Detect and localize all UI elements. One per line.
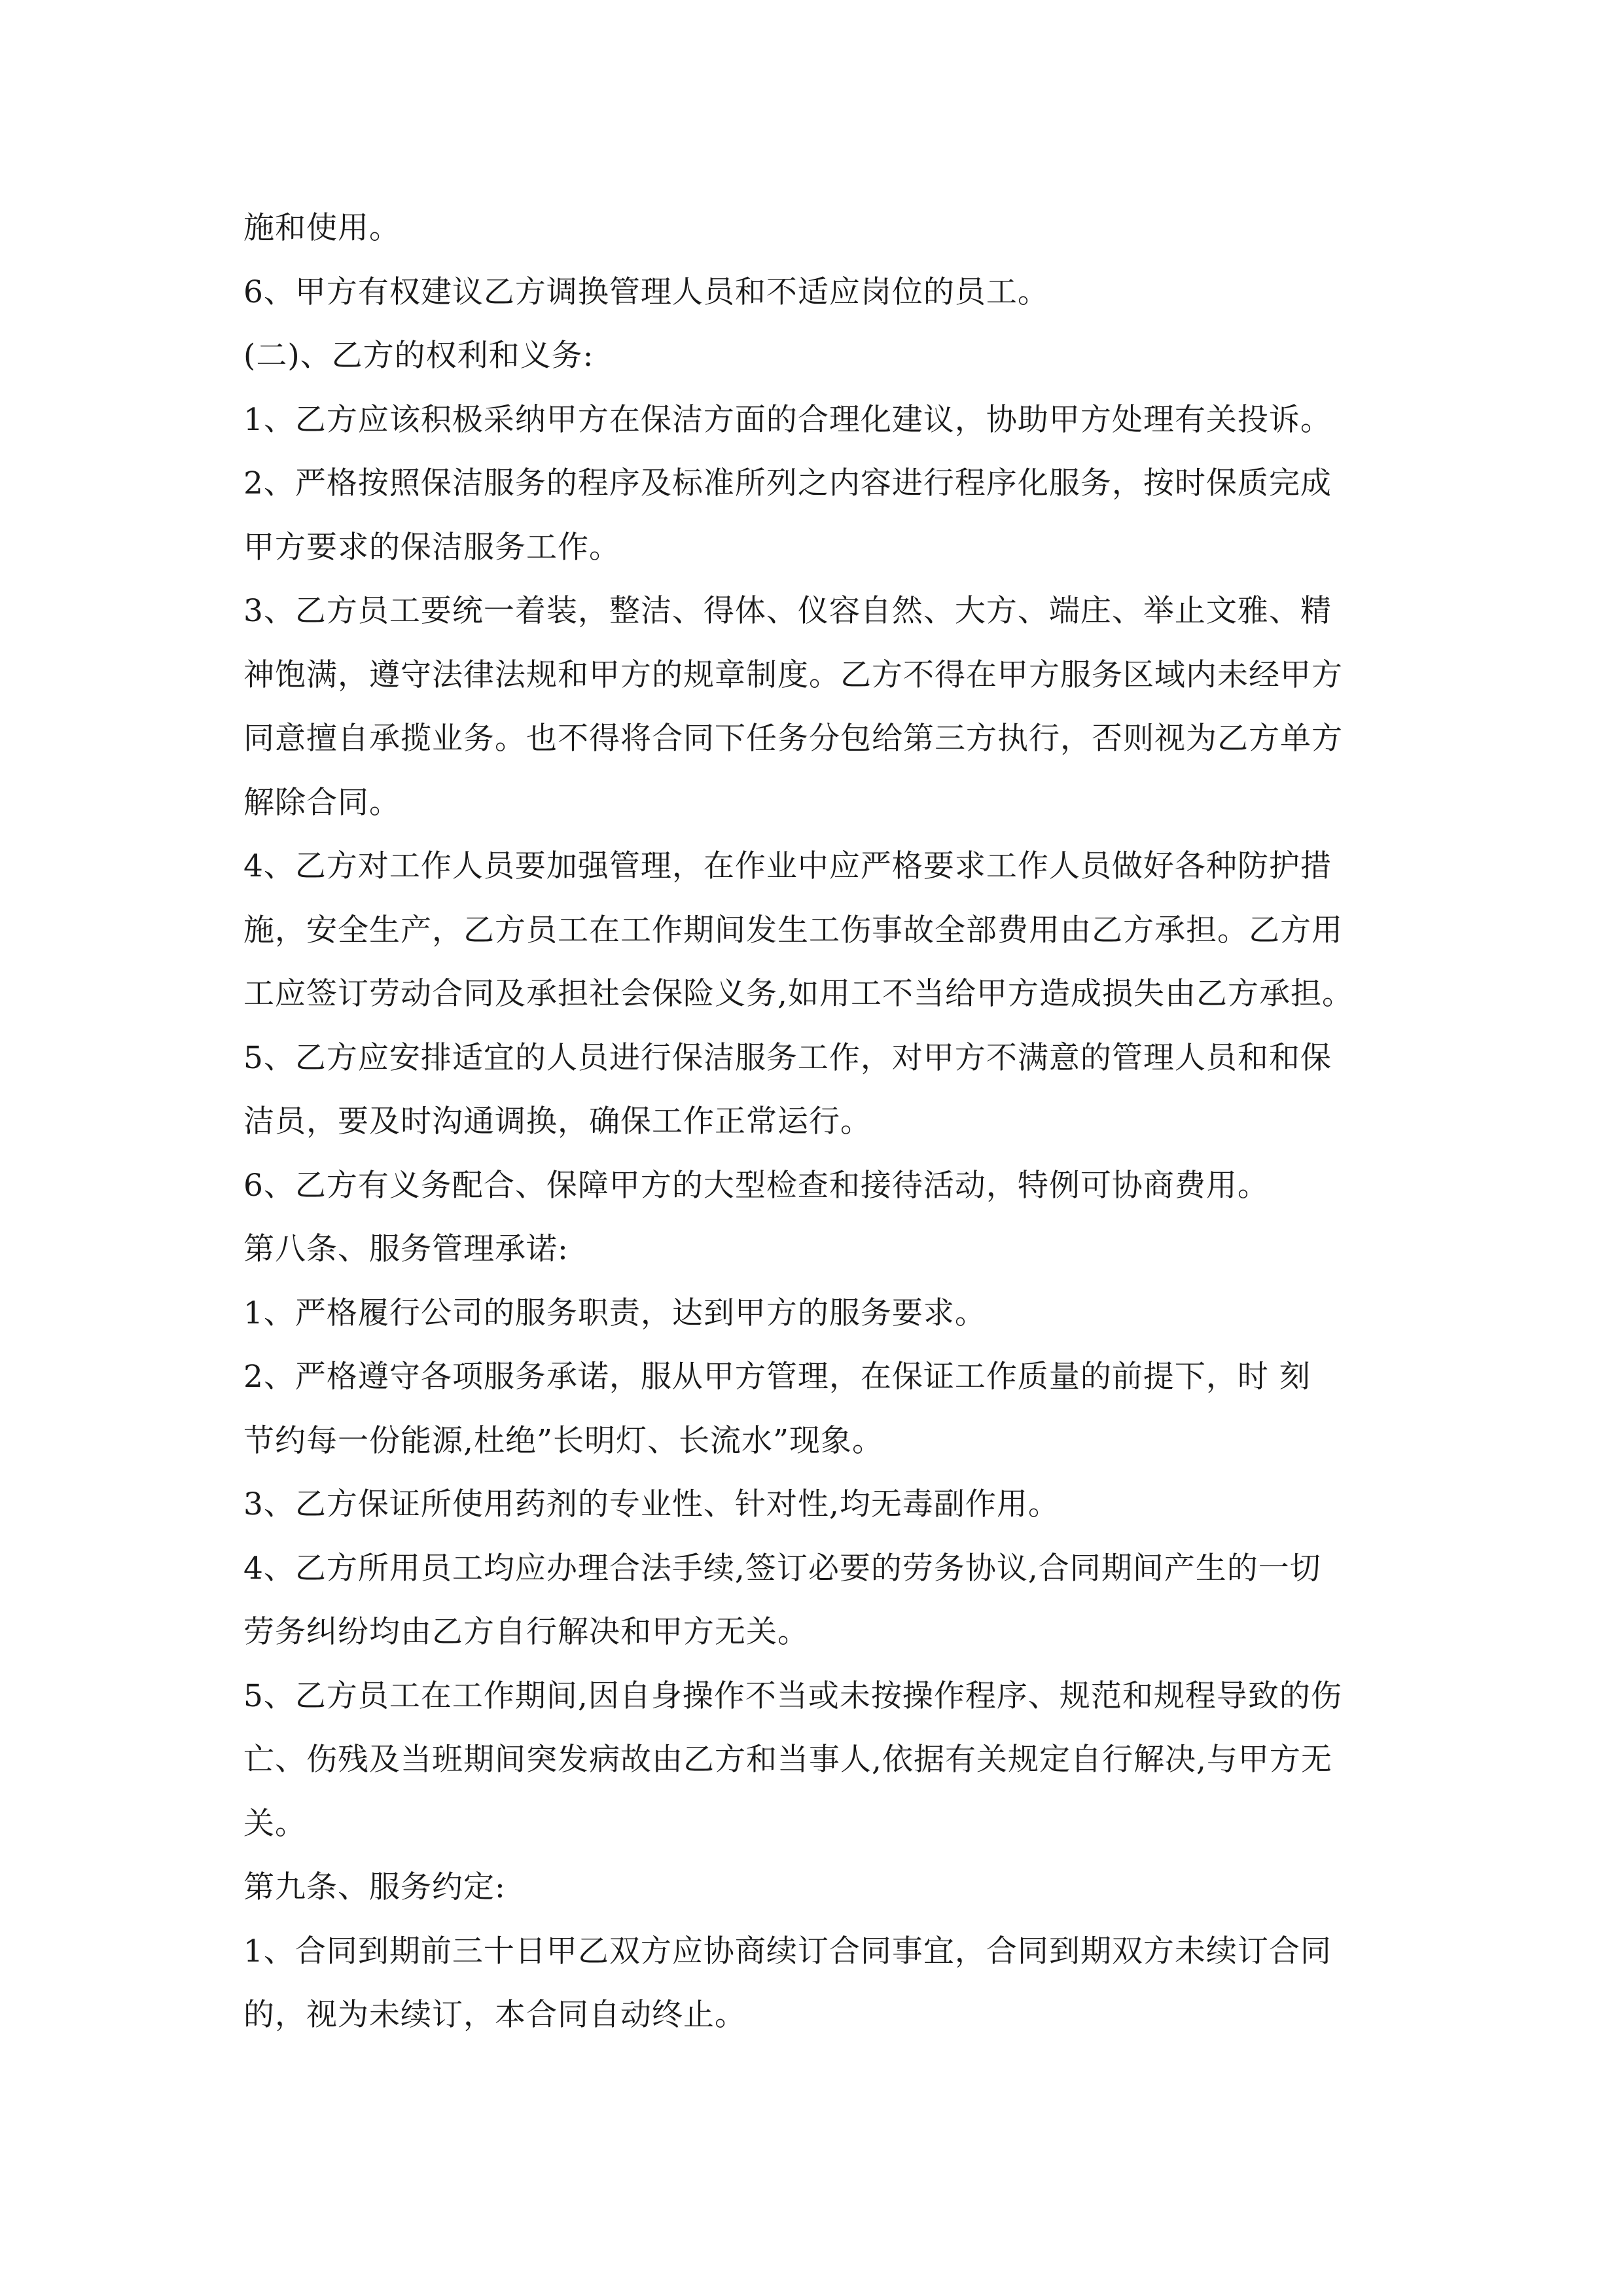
text-line: 神饱满，遵守法律法规和甲方的规章制度。乙方不得在甲方服务区域内未经甲方 <box>243 656 1343 693</box>
text-line: 同意擅自承揽业务。也不得将合同下任务分包给第三方执行，否则视为乙方单方 <box>243 721 1343 757</box>
text-line: 4、乙方所用员工均应办理合法手续,签订必要的劳务协议,合同期间产生的一切 <box>243 1550 1321 1587</box>
text-line: 节约每一份能源,杜绝”长明灯、长流水”现象。 <box>243 1422 883 1459</box>
text-line: 的，视为未续订，本合同自动终止。 <box>243 1997 746 2033</box>
text-line: 5、乙方应安排适宜的人员进行保洁服务工作，对甲方不满意的管理人员和和保 <box>243 1039 1332 1076</box>
text-line: 施和使用。 <box>243 210 401 246</box>
text-line: 亡、伤残及当班期间突发病故由乙方和当事人,依据有关规定自行解决,与甲方无 <box>243 1742 1332 1778</box>
text-line: 2、严格按照保洁服务的程序及标准所列之内容进行程序化服务，按时保质完成 <box>243 465 1332 501</box>
text-line: 洁员，要及时沟通调换，确保工作正常运行。 <box>243 1103 872 1139</box>
section-heading: (二)、乙方的权利和义务: <box>243 338 594 374</box>
text-line: 甲方要求的保洁服务工作。 <box>243 529 620 565</box>
text-line: 3、乙方保证所使用药剂的专业性、针对性,均无毒副作用。 <box>243 1486 1060 1522</box>
contract-body <box>243 196 1395 2047</box>
text-line: 3、乙方员工要统一着装，整洁、得体、仪容自然、大方、端庄、举止文雅、精 <box>243 593 1332 629</box>
text-line: 解除合同。 <box>243 784 401 821</box>
text-line: 1、乙方应该积极采纳甲方在保洁方面的合理化建议，协助甲方处理有关投诉。 <box>243 401 1332 438</box>
text-line: 5、乙方员工在工作期间,因自身操作不当或未按操作程序、规范和规程导致的伤 <box>243 1677 1342 1714</box>
text-line: 施，安全生产，乙方员工在工作期间发生工伤事故全部费用由乙方承担。乙方用 <box>243 912 1343 948</box>
text-line: 1、严格履行公司的服务职责，达到甲方的服务要求。 <box>243 1295 986 1331</box>
text-line: 劳务纠纷均由乙方自行解决和甲方无关。 <box>243 1614 809 1650</box>
article-heading: 第八条、服务管理承诺: <box>243 1231 569 1267</box>
article-heading: 第九条、服务约定: <box>243 1869 506 1905</box>
text-line: 4、乙方对工作人员要加强管理，在作业中应严格要求工作人员做好各种防护措 <box>243 848 1332 884</box>
text-line: 关。 <box>243 1805 306 1842</box>
text-line: 1、合同到期前三十日甲乙双方应协商续订合同事宜，合同到期双方未续订合同 <box>243 1933 1332 1969</box>
text-line: 2、严格遵守各项服务承诺，服从甲方管理，在保证工作质量的前提下，时 刻 <box>243 1359 1311 1395</box>
text-line: 工应签订劳动合同及承担社会保险义务,如用工不当给甲方造成损失由乙方承担。 <box>243 976 1353 1012</box>
text-line: 6、乙方有义务配合、保障甲方的大型检查和接待活动，特例可协商费用。 <box>243 1167 1269 1204</box>
text-line: 6、甲方有权建议乙方调换管理人员和不适应岗位的员工。 <box>243 274 1049 310</box>
